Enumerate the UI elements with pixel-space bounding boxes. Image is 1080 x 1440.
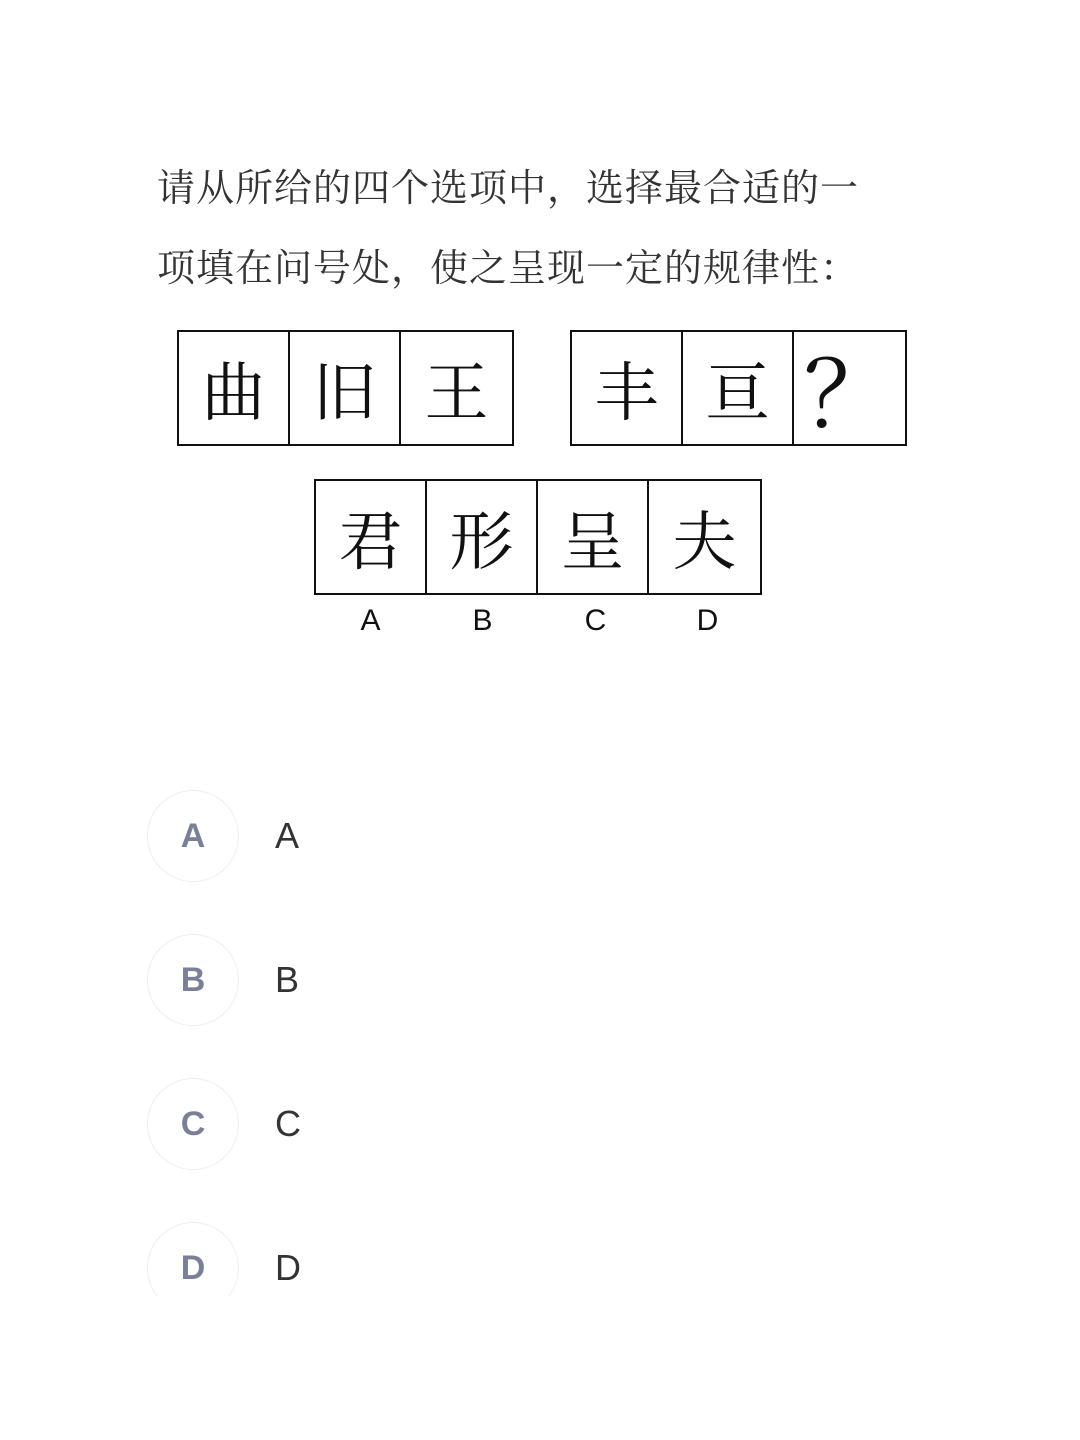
figure-options <box>314 479 762 595</box>
figure-group-2 <box>570 330 907 449</box>
figure-cell: 曲 <box>179 332 290 444</box>
bottom-clip <box>0 1296 1080 1440</box>
question-line-2: 项填在问号处，使之呈现一定的规律性： <box>157 246 860 290</box>
choice-b[interactable] <box>147 934 299 1026</box>
choice-letter-badge[interactable]: B <box>147 934 239 1026</box>
choice-letter-badge[interactable]: C <box>147 1078 239 1170</box>
choice-text[interactable]: A <box>275 815 300 856</box>
figure-cell: 亘 <box>683 332 794 444</box>
choice-text[interactable]: C <box>275 1103 301 1144</box>
figure-option-cell: 形 <box>427 481 538 593</box>
figure-option-label: C <box>584 604 607 637</box>
figure-cell: 旧 <box>290 332 401 444</box>
figure-option-cell: 呈 <box>538 481 649 593</box>
figure-group-1 <box>177 330 514 446</box>
choice-letter-badge[interactable]: D <box>147 1222 239 1314</box>
choice-text[interactable]: D <box>275 1247 301 1288</box>
question-text <box>157 148 917 308</box>
choice-letter-badge[interactable]: A <box>147 790 239 882</box>
choice-text[interactable]: B <box>275 959 300 1000</box>
question-line-1: 请从所给的四个选项中，选择最合适的一 <box>157 166 860 210</box>
figure-option-label: B <box>472 604 493 637</box>
figure-cell: 丰 <box>572 332 683 444</box>
figure-cell: 王 <box>424 357 489 431</box>
figure-option-label: D <box>696 604 719 637</box>
choice-a[interactable] <box>147 790 299 882</box>
choice-c[interactable] <box>147 1078 301 1170</box>
question-mark-cell: ？ <box>803 342 896 449</box>
figure-option-label: A <box>360 604 381 637</box>
figure-option-cell: 君 <box>316 481 427 593</box>
figure-option-cell: 夫 <box>672 506 737 580</box>
